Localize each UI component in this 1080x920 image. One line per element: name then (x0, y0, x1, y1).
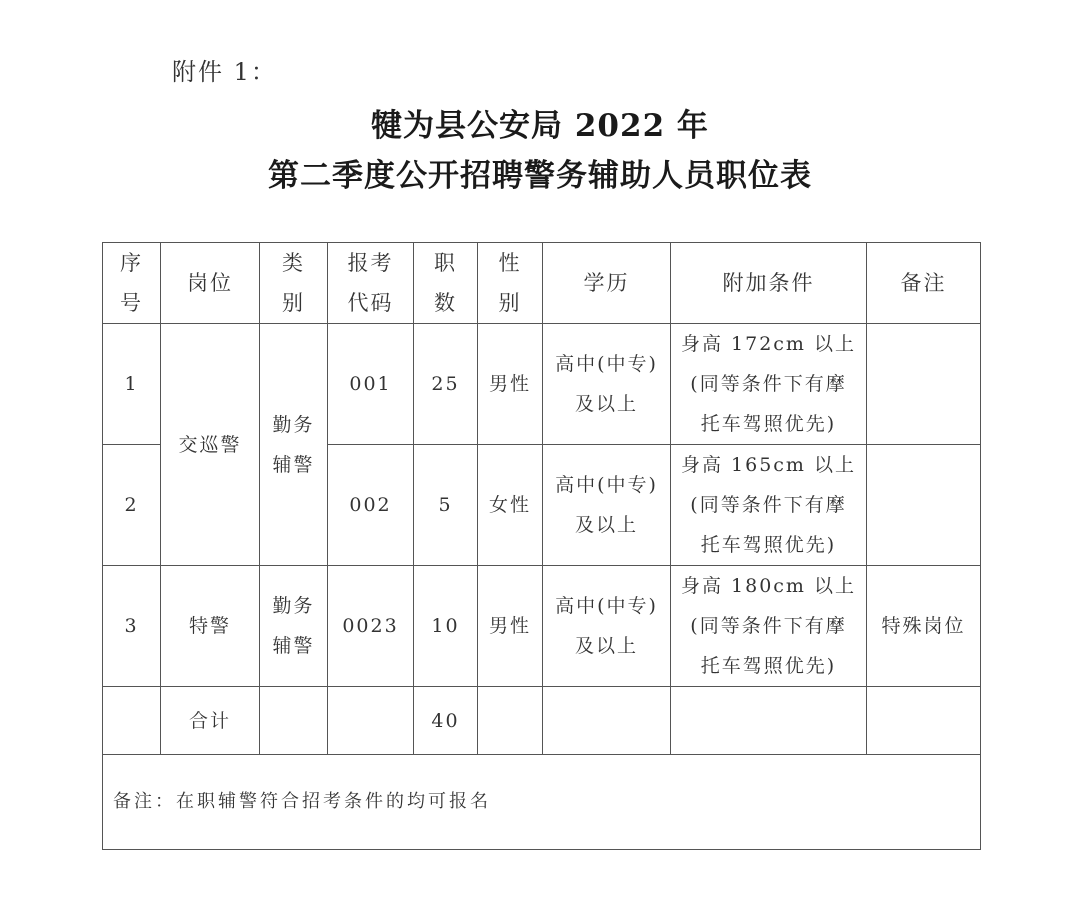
header-exam-code: 报考 代码 (328, 243, 414, 324)
row-seq: 1 (103, 324, 161, 445)
attachment-label: 附件 1： (172, 58, 277, 86)
header-conditions: 附加条件 (671, 243, 867, 324)
total-label: 合计 (161, 687, 260, 755)
table-row (103, 324, 981, 445)
post-cell-merged: 交巡警 (161, 324, 260, 566)
row-remark (867, 324, 981, 445)
row-gender: 男性 (478, 324, 543, 445)
header-seq: 序 号 (103, 243, 161, 324)
category-cell-merged: 勤务 辅警 (260, 324, 328, 566)
total-row (103, 687, 981, 755)
row-seq: 2 (103, 445, 161, 566)
row-conditions: 身高 180cm 以上 (同等条件下有摩 托车驾照优先) (671, 566, 867, 687)
row-conditions: 身高 165cm 以上 (同等条件下有摩 托车驾照优先) (671, 445, 867, 566)
positions-table (102, 242, 981, 850)
document-title-line-2: 第二季度公开招聘警务辅助人员职位表 (268, 158, 812, 194)
row-education: 高中(中专) 及以上 (543, 324, 671, 445)
total-empty-gender (478, 687, 543, 755)
total-empty-seq (103, 687, 161, 755)
header-education: 学历 (543, 243, 671, 324)
header-post: 岗位 (161, 243, 260, 324)
total-empty-conditions (671, 687, 867, 755)
row-positions: 10 (414, 566, 478, 687)
table-header-row (103, 243, 981, 324)
row-positions: 5 (414, 445, 478, 566)
row-exam-code: 001 (328, 324, 414, 445)
footnote-row (103, 755, 981, 850)
header-positions: 职 数 (414, 243, 478, 324)
row-remark: 特殊岗位 (867, 566, 981, 687)
footnote-text: 备注：在职辅警符合招考条件的均可报名 (103, 755, 981, 850)
header-remarks: 备注 (867, 243, 981, 324)
row-conditions: 身高 172cm 以上 (同等条件下有摩 托车驾照优先) (671, 324, 867, 445)
row-category: 勤务 辅警 (260, 566, 328, 687)
total-empty-education (543, 687, 671, 755)
header-category: 类 别 (260, 243, 328, 324)
row-gender: 男性 (478, 566, 543, 687)
total-empty-code (328, 687, 414, 755)
row-exam-code: 0023 (328, 566, 414, 687)
total-empty-category (260, 687, 328, 755)
row-gender: 女性 (478, 445, 543, 566)
row-positions: 25 (414, 324, 478, 445)
total-count: 40 (414, 687, 478, 755)
row-post: 特警 (161, 566, 260, 687)
row-education: 高中(中专) 及以上 (543, 566, 671, 687)
row-education: 高中(中专) 及以上 (543, 445, 671, 566)
header-gender: 性 别 (478, 243, 543, 324)
document-title-line-1: 犍为县公安局 2022 年 (371, 108, 709, 144)
row-seq: 3 (103, 566, 161, 687)
total-empty-remark (867, 687, 981, 755)
row-exam-code: 002 (328, 445, 414, 566)
row-remark (867, 445, 981, 566)
table-row (103, 566, 981, 687)
